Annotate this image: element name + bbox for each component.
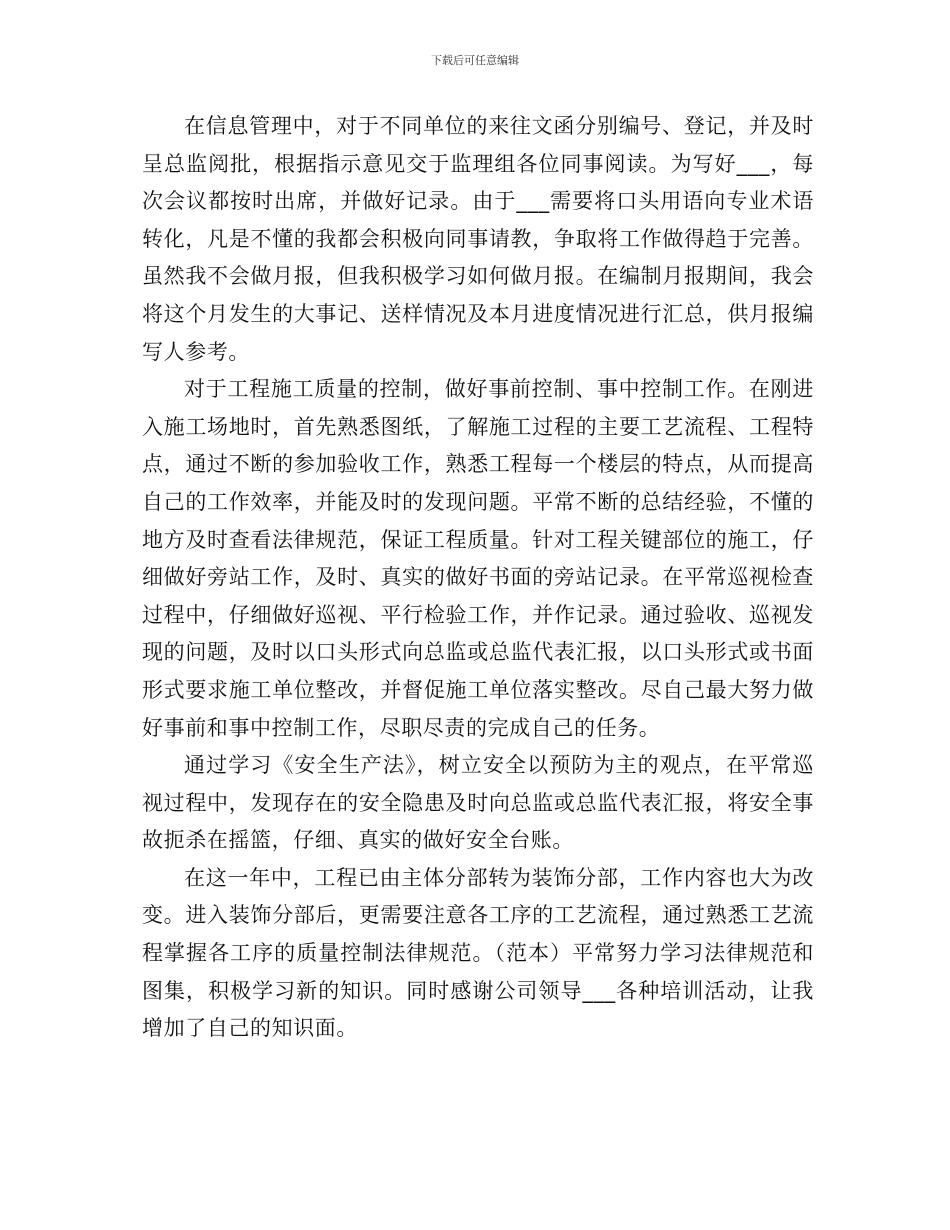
document-body <box>142 108 814 1048</box>
paragraph-information-management: 在信息管理中，对于不同单位的来往文函分别编号、登记，并及时呈总监阅批，根据指示意见交于监理组各位同事阅读。为写好___，每次会议都按时出席，并做好记录。由于___需要将口头用语向专业术语转化，凡是不懂的我都会积极向同事请教，争取将工作做得趋于完善。虽然我不会做月报，但我积极学习如何做月报。在编制月报期间，我会将这个月发生的大事记、送样情况及本月进度情况进行汇总，供月报编写人参考。 <box>142 114 814 364</box>
paragraph-safety: 通过学习《安全生产法》，树立安全以预防为主的观点，在平常巡视过程中，发现存在的安全隐患及时向总监或总监代表汇报，将安全事故扼杀在摇篮，仔细、真实的做好安全台账。 <box>142 753 814 853</box>
page-header-note: 下载后可任意编辑 <box>431 54 519 67</box>
paragraph-decoration-phase: 在这一年中，工程已由主体分部转为装饰分部，工作内容也大为改变。进入装饰分部后，更需要注意各工序的工艺流程，通过熟悉工艺流程掌握各工序的质量控制法律规范。（范本）平常努力学习法律规范和图集，积极学习新的知识。同时感谢公司领导___各种培训活动，让我增加了自己的知识面。 <box>142 865 814 1041</box>
paragraph-quality-control: 对于工程施工质量的控制，做好事前控制、事中控制工作。在刚进入施工场地时，首先熟悉图纸，了解施工过程的主要工艺流程、工程特点，通过不断的参加验收工作，熟悉工程每一个楼层的特点，从而提高自己的工作效率，并能及时的发现问题。平常不断的总结经验，不懂的地方及时查看法律规范，保证工程质量。针对工程关键部位的施工，仔细做好旁站工作，及时、真实的做好书面的旁站记录。在平常巡视检查过程中，仔细做好巡视、平行检验工作，并作记录。通过验收、巡视发现的问题，及时以口头形式向总监或总监代表汇报，以口头形式或书面形式要求施工单位整改，并督促施工单位落实整改。尽自己最大努力做好事前和事中控制工作，尽职尽责的完成自己的任务。 <box>142 377 814 740</box>
